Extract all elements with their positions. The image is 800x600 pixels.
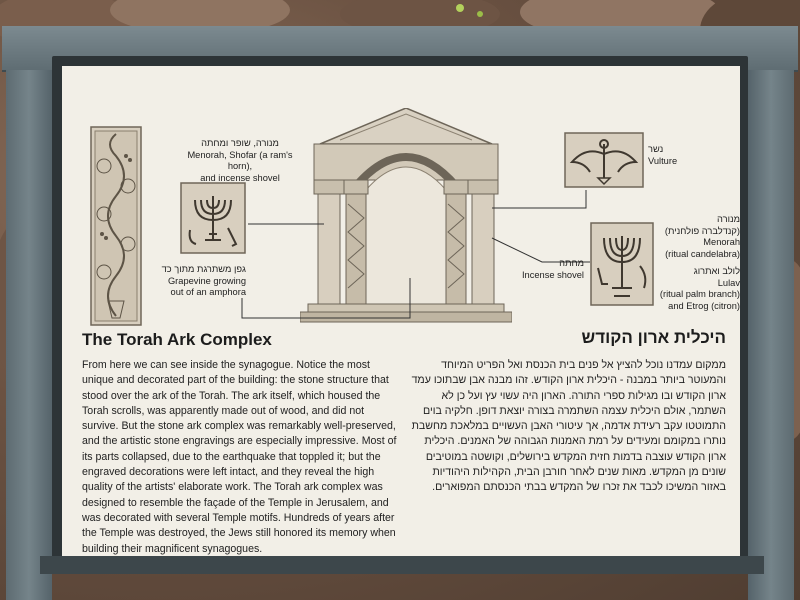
sign-post-left: [6, 70, 52, 600]
sign-bottom-bar: [40, 556, 764, 574]
sign-panel: [62, 66, 740, 556]
caption-menorah: מנורה (קנדלברה פולחנית) Menorah (ritual candelabra): [664, 214, 740, 259]
title-english: The Torah Ark Complex: [82, 330, 272, 349]
title-hebrew: היכלית ארון הקודש: [581, 328, 726, 347]
body-text-hebrew: ממקום עמדנו נוכל להציץ אל פנים בית הכנסת ואל הפריט המיוחד והמעוטר ביותר במבנה - היכלית ארון הקודש. זהו מבנה אבן שבתוכו עמד ארון הקודש ובו מגילות ספרי התורה. הארון היה עשוי עץ ועל כן לא השתמר, אולם היכלית עצמה השתמרה בצורה יוצאת דופן. חלקיה בוים התמוטטו עקב רעידת אדמה, אך עיטורי האבן העשויים במלאכת מחשבת נותרו במקומם ומעידים על רמת האמנות הגבוהה של האמנים. היכלית ארון הקודש עוצבה בדמות חזית המקדש בירושלים, וקושטה במוטיבים שונים מן המקדש. מאות שנים לאחר חורבן הבית, הקהילות היהודיות באזור המשיכו לכבד את זכרו של המקדש בבתי הכנסתם המפוארים.: [411, 359, 726, 494]
body-text-english: From here we can see inside the synagogue. Notice the most unique and decorated part of the building: the stone structure that stood over the ark of the Torah. The ark itself, which housed the Torah scrolls, was apparently made out of wood, and did not survive. But the stone ark complex was remarkably well-preserved, and the artistic stone engravings are especially impressive. Most of its parts collapsed, due to the earthquake that toppled it; but the engraved decorations were left intact, and they reveal the high quality of the artists' elaborate work. The Torah ark complex was designed to resemble the façade of the Temple in Jerusalem, and was decorated with several Temple motifs. Hundreds of years after the Temple was destroyed, the Jews still honored its memory when building their magnificent synagogues.: [82, 359, 397, 555]
caption-vulture: נשר Vulture: [648, 144, 678, 166]
sign-post-right: [748, 70, 794, 600]
caption-grapevine: גפן משתרגת מתוך כד Grapevine growing out of an amphora: [161, 264, 246, 297]
caption-menorah-shofar: מנורה, שופר ומחתה Menorah, Shofar (a ram's horn), and incense shovel: [187, 138, 293, 183]
caption-lulav-etrog: לולב ואתרוג Lulav (ritual palm branch) and Etrog (citron): [659, 266, 740, 311]
caption-incense-shovel: מחתה Incense shovel: [521, 258, 584, 280]
